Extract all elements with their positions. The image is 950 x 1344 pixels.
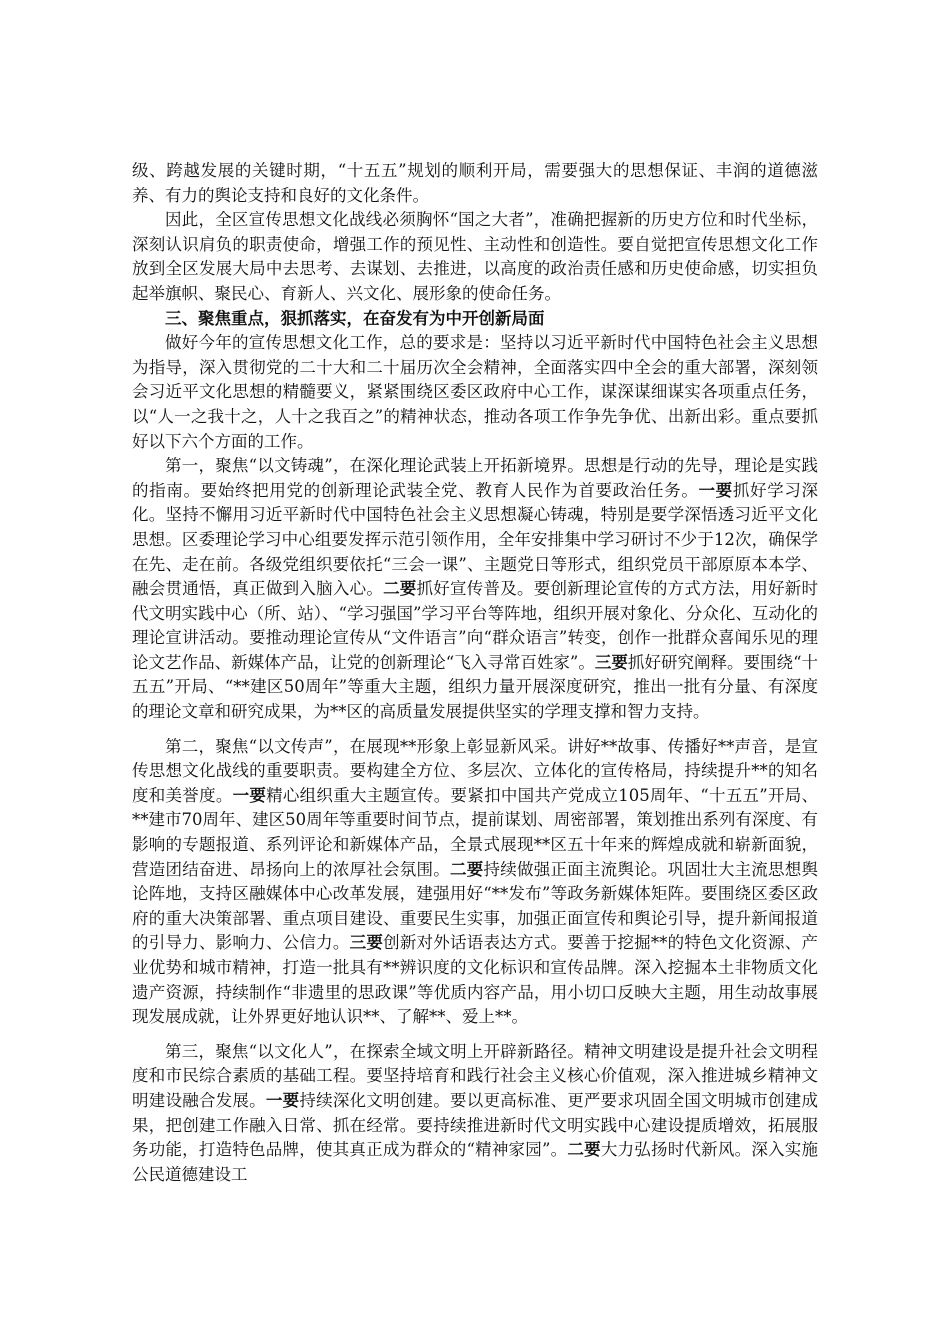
paragraph-text: 抓好宣传普及。要创新理论宣传的方式方法，用好新时代文明实践中心（所、站）、“学习强国”学习平台等阵地，组织开展对象化、分众化、互动化的理论宣讲活动。要推动理论宣传从“文件语言”向“群众语言”转变，创作一批群众喜闻乐见的理论文艺作品、新媒体产品，让党的创新理论“飞入寻常百姓家”。 (132, 579, 819, 672)
paragraph-text: 精心组织重大主题宣传。要紧扣中国共产党成立105周年、“十五五”开局、**建市70周年、建区50周年等重要时间节点，提前谋划、周密部署，策划推出系列有深度、有影响的专题报道、系列评论和新媒体产品，全景式展现**区五十年来的辉煌成就和崭新面貌，营造团结奋进、昂扬向上的浓厚社会氛围。 (132, 785, 818, 879)
paragraph (132, 454, 818, 725)
paragraph (132, 1040, 818, 1188)
paragraph-text: 创新对外话语表达方式。要善于挖掘**的特色文化资源、产业优势和城市精神，打造一批具有**辨识度的文化标识和宣传品牌。深入挖掘本土非物质文化遗产资源，持续制作“非遗里的思政课”等优质内容产品，用小切口反映大主题，用生动故事展现发展成就，让外界更好地认识**、了解**、爱上**。 (132, 933, 819, 1027)
paragraph-text: 级、跨越发展的关键时期，“十五五”规划的顺利开局，需要强大的思想保证、丰润的道德滋养、有力的舆论支持和良好的文化条件。 (132, 161, 818, 205)
emphasis-text: 一要 (232, 785, 267, 805)
paragraph-text: 第三，聚焦“以文化人”，在探索全域文明上开辟新路径。精神文明建设是提升社会文明程度和市民综合素质的基础工程。要坚持培育和践行社会主义核心价值观，深入推进城乡精神文明建设融合发展。 (132, 1041, 818, 1110)
paragraph (132, 208, 818, 306)
emphasis-text: 一要 (698, 480, 733, 500)
paragraph (132, 331, 818, 454)
paragraph (132, 735, 818, 1030)
paragraph-text: 抓好学习深化。坚持不懈用习近平新时代中国特色社会主义思想凝心铸魂，特别是要学深悟透习近平文化思想。区委理论学习中心组要发挥示范引领作用，全年安排集中学习研讨不少于12次，确保学在先、走在前。各级党组织要依托“三会一课”、主题党日等形式，组织党员干部原原本本学、融会贯通悟，真正做到入脑入心。 (132, 480, 819, 599)
emphasis-text: 三要 (594, 652, 628, 672)
emphasis-text: 一要 (265, 1090, 300, 1110)
paragraph-text: 做好今年的宣传思想文化工作，总的要求是：坚持以习近平新时代中国特色社会主义思想为指导，深入贯彻党的二十大和二十届历次全会精神，全面落实四中全会的重大部署，深刻领会习近平文化思想的精髓要义，紧紧围绕区委区政府中心工作，谋深谋细谋实各项重点任务，以“人一之我十之，人十之我百之”的精神状态，推动各项工作争先争优、出新出彩。重点要抓好以下六个方面的工作。 (132, 333, 818, 451)
emphasis-text: 二要 (383, 579, 417, 599)
emphasis-text: 二要 (450, 859, 484, 879)
paragraph-text: 持续做强正面主流舆论。巩固壮大主流思想舆论阵地，支持区融媒体中心改革发展，建强用好“**发布”等政务新媒体矩阵。要围绕区委区政府的重大决策部署、重点项目建设、重要民生实事，加强正面宣传和舆论引导，提升新闻报道的引导力、影响力、公信力。 (132, 859, 819, 953)
paragraph-text: 大力弘扬时代新风。深入实施公民道德建设工 (132, 1140, 819, 1184)
paragraph-text: 因此，全区宣传思想文化战线必须胸怀“国之大者”，准确把握新的历史方位和时代坐标，深刻认识肩负的职责使命，增强工作的预见性、主动性和创造性。要自觉把宣传思想文化工作放到全区发展大局中去思考、去谋划、去推进，以高度的政治责任感和历史使命感，切实担负起举旗帜、聚民心、育新人、兴文化、展形象的使命任务。 (132, 210, 818, 303)
emphasis-text: 三要 (349, 933, 384, 953)
paragraph (132, 159, 818, 208)
section-heading (132, 307, 818, 332)
paragraph-text: 三、聚焦重点，狠抓落实，在奋发有为中开创新局面 (165, 308, 545, 328)
emphasis-text: 二要 (567, 1140, 601, 1160)
document-body (132, 159, 818, 1187)
paragraph-text: 抓好研究阐释。要围绕“十五五”开局、“**建区50周年”等重大主题，组织力量开展深度研究，推出一批有分量、有深度的理论文章和研究成果，为**区的高质量发展提供坚实的学理支撑和智力支持。 (132, 652, 819, 722)
paragraph-text: 持续深化文明创建。要以更高标准、更严要求巩固全国文明城市创建成果，把创建工作融入日常、抓在经常。要持续推进新时代文明实践中心建设提质增效，拓展服务功能，打造特色品牌，使其真正成为群众的“精神家园”。 (132, 1090, 819, 1160)
paragraph-text: 第一，聚焦“以文铸魂”，在深化理论武装上开拓新境界。思想是行动的先导，理论是实践的指南。要始终把用党的创新理论武装全党、教育人民作为首要政治任务。 (132, 456, 818, 500)
paragraph-text: 第二，聚焦“以文传声”，在展现**形象上彰显新风采。讲好**故事、传播好**声音，是宣传思想文化战线的重要职责。要构建全方位、多层次、立体化的宣传格局，持续提升**的知名度和美誉度。 (132, 736, 818, 805)
